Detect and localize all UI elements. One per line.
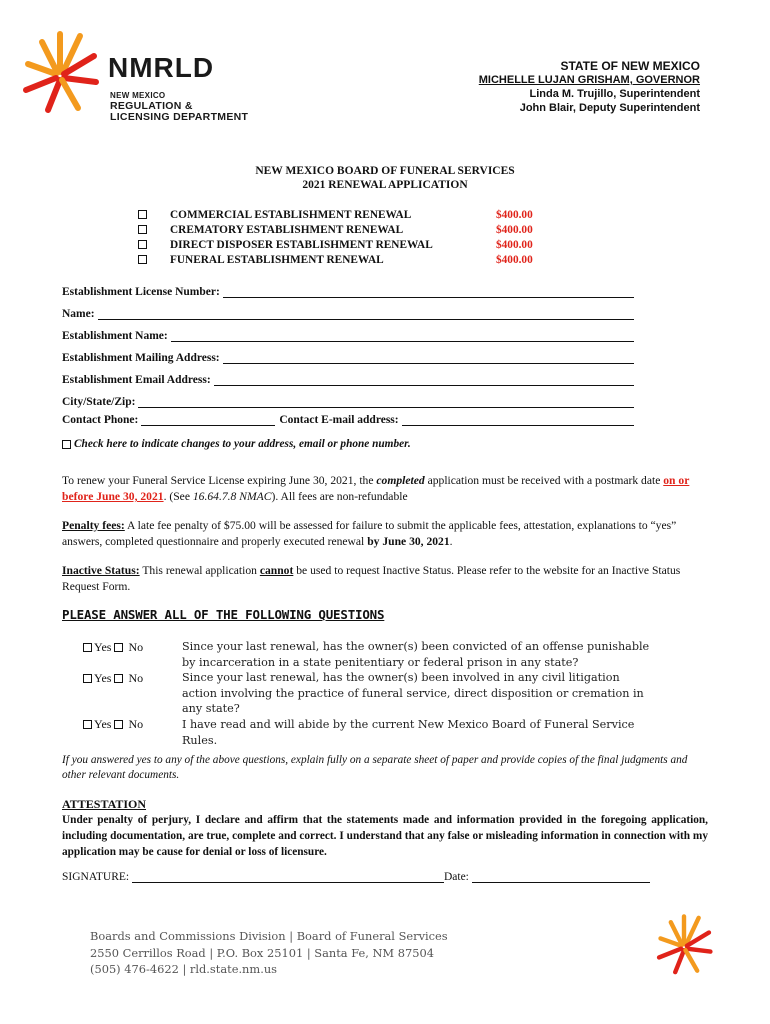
date-input[interactable] bbox=[472, 871, 650, 883]
citation: 16.64.7.8 NMAC bbox=[192, 490, 272, 503]
yes-no-group bbox=[83, 640, 143, 655]
fee-label: COMMERCIAL ESTABLISHMENT RENEWAL bbox=[170, 208, 412, 221]
penalty-paragraph bbox=[62, 518, 712, 550]
fee-amount: $400.00 bbox=[496, 253, 533, 266]
question-text: Since your last renewal, has the owner(s) been involved in any civil litigation action involving the practice of funeral service, direct disposition or cremation in any state? bbox=[182, 671, 644, 715]
org-abbreviation: NMRLD bbox=[108, 52, 215, 83]
field-label: Establishment Mailing Address: bbox=[62, 352, 220, 364]
renewal-checkbox[interactable] bbox=[138, 210, 147, 219]
contact-row bbox=[62, 414, 634, 426]
yes-no-group bbox=[83, 717, 143, 732]
application-title: 2021 RENEWAL APPLICATION bbox=[302, 179, 468, 191]
fee-amount: $400.00 bbox=[496, 208, 533, 221]
board-title: NEW MEXICO BOARD OF FUNERAL SERVICES bbox=[255, 165, 515, 177]
yes-checkbox[interactable] bbox=[83, 720, 92, 729]
signature-label: SIGNATURE: bbox=[62, 871, 130, 883]
logo-rays bbox=[26, 34, 96, 110]
field-label: City/State/Zip: bbox=[62, 396, 136, 408]
text: be used to request Inactive Status. Please refer to the website for an Inactive Status Request Form. bbox=[62, 564, 681, 593]
text: ). All fees are non-refundable bbox=[271, 490, 408, 503]
fee-amount: $400.00 bbox=[496, 223, 533, 236]
city-state-zip-input[interactable] bbox=[138, 395, 634, 408]
renewal-type-list bbox=[138, 207, 533, 267]
fee-row bbox=[138, 237, 533, 252]
inactive-label: Inactive Status: bbox=[62, 564, 140, 577]
renewal-checkbox[interactable] bbox=[138, 240, 147, 249]
deadline: on or before June 30, 2021 bbox=[62, 474, 690, 503]
governor-line: MICHELLE LUJAN GRISHAM, GOVERNOR bbox=[478, 74, 700, 86]
change-indicator bbox=[62, 438, 411, 450]
change-label: Check here to indicate changes to your address, email or phone number. bbox=[74, 438, 411, 450]
question-text: Since your last renewal, has the owner(s) been convicted of an offense punishable by incarceration in a state penitentiary or federal prison in any state? bbox=[182, 640, 650, 669]
yes-label: Yes bbox=[94, 671, 112, 685]
mailing-address-input[interactable] bbox=[223, 351, 634, 364]
change-checkbox[interactable] bbox=[62, 440, 71, 449]
penalty-date: by June 30, 2021 bbox=[367, 535, 450, 548]
yes-label: Yes bbox=[94, 640, 112, 654]
fee-row bbox=[138, 252, 533, 267]
org-full-name bbox=[110, 90, 248, 123]
fee-label: DIRECT DISPOSER ESTABLISHMENT RENEWAL bbox=[170, 238, 433, 251]
footer-sun-logo bbox=[652, 912, 716, 978]
field-label: Establishment License Number: bbox=[62, 286, 220, 298]
renewal-checkbox[interactable] bbox=[138, 255, 147, 264]
logo-rays bbox=[659, 916, 710, 972]
org-name-line: NEW MEXICO bbox=[110, 91, 166, 100]
signature-input[interactable] bbox=[132, 871, 444, 883]
nmrld-sun-logo bbox=[20, 28, 100, 118]
yes-no-group bbox=[83, 671, 143, 686]
penalty-label: Penalty fees: bbox=[62, 519, 125, 532]
fee-amount: $400.00 bbox=[496, 238, 533, 251]
no-label: No bbox=[128, 671, 144, 685]
license-number-input[interactable] bbox=[223, 285, 634, 298]
explanation-note: If you answered yes to any of the above questions, explain fully on a separate sheet of paper and provide copies of the final judgments and other relevant documents. bbox=[62, 754, 688, 781]
text: A late fee penalty of $75.00 will be assessed for failure to submit the applicable fees, attestation, explanations to “yes” answers, completed questionnaire and properly executed renewal bbox=[62, 519, 677, 548]
renewal-instructions bbox=[62, 473, 712, 505]
attestation-heading: ATTESTATION bbox=[62, 797, 147, 811]
fee-row bbox=[138, 222, 533, 237]
yes-label: Yes bbox=[94, 717, 112, 731]
text: . (See bbox=[163, 490, 193, 503]
state-name: STATE OF NEW MEXICO bbox=[560, 59, 700, 73]
footer-line: 2550 Cerrillos Road | P.O. Box 25101 | Santa Fe, NM 87504 bbox=[90, 945, 434, 960]
field-label: Contact Phone: bbox=[62, 414, 139, 426]
text: application must be received with a postmark date bbox=[424, 474, 664, 487]
email-address-field bbox=[62, 370, 634, 386]
attestation-text: Under penalty of perjury, I declare and affirm that the statements made and information provided in the foregoing application, including documentation, are true, complete and correct. I understand that any false or misleading information in connection with my application may be cause for denial or loss of licensure. bbox=[62, 814, 708, 858]
license-number-field bbox=[62, 282, 634, 298]
emphasis: cannot bbox=[259, 564, 294, 577]
contact-email-input[interactable] bbox=[402, 414, 634, 426]
field-label: Contact E-mail address: bbox=[279, 414, 399, 426]
emphasis: completed bbox=[376, 474, 425, 487]
questions-heading: PLEASE ANSWER ALL OF THE FOLLOWING QUESTIONS bbox=[62, 607, 385, 622]
establishment-name-field bbox=[62, 326, 634, 342]
superintendent-line: Linda M. Trujillo, Superintendent bbox=[529, 88, 700, 100]
field-label: Establishment Email Address: bbox=[62, 374, 211, 386]
no-label: No bbox=[128, 717, 144, 731]
text: . bbox=[449, 535, 453, 548]
renewal-checkbox[interactable] bbox=[138, 225, 147, 234]
text: To renew your Funeral Service License expiring June 30, 2021, the bbox=[62, 474, 377, 487]
inactive-paragraph bbox=[62, 563, 712, 595]
question-text: I have read and will abide by the current New Mexico Board of Funeral Service Rules. bbox=[182, 718, 635, 747]
no-checkbox[interactable] bbox=[114, 674, 123, 683]
org-name-line: LICENSING DEPARTMENT bbox=[110, 111, 249, 123]
mailing-address-field bbox=[62, 348, 634, 364]
date-label: Date: bbox=[443, 871, 469, 883]
no-checkbox[interactable] bbox=[114, 720, 123, 729]
yes-checkbox[interactable] bbox=[83, 674, 92, 683]
state-officials-block bbox=[479, 59, 700, 115]
name-field bbox=[62, 304, 634, 320]
fee-label: FUNERAL ESTABLISHMENT RENEWAL bbox=[170, 253, 384, 266]
yes-checkbox[interactable] bbox=[83, 643, 92, 652]
deputy-line: John Blair, Deputy Superintendent bbox=[519, 102, 700, 114]
field-label: Establishment Name: bbox=[62, 330, 168, 342]
fee-label: CREMATORY ESTABLISHMENT RENEWAL bbox=[170, 223, 404, 236]
text: This renewal application bbox=[139, 564, 260, 577]
establishment-name-input[interactable] bbox=[171, 329, 634, 342]
footer-contact bbox=[90, 928, 448, 978]
org-name-line: REGULATION & bbox=[110, 100, 193, 112]
fee-row bbox=[138, 207, 533, 222]
field-label: Name: bbox=[62, 308, 95, 320]
city-state-zip-field bbox=[62, 392, 634, 408]
footer-line: (505) 476-4622 | rld.state.nm.us bbox=[90, 962, 278, 976]
footer-line: Boards and Commissions Division | Board of Funeral Services bbox=[90, 929, 448, 943]
contact-phone-input[interactable] bbox=[141, 414, 275, 426]
name-input[interactable] bbox=[98, 307, 634, 320]
email-address-input[interactable] bbox=[214, 373, 634, 386]
no-checkbox[interactable] bbox=[114, 643, 123, 652]
no-label: No bbox=[128, 640, 144, 654]
signature-row bbox=[62, 871, 650, 883]
